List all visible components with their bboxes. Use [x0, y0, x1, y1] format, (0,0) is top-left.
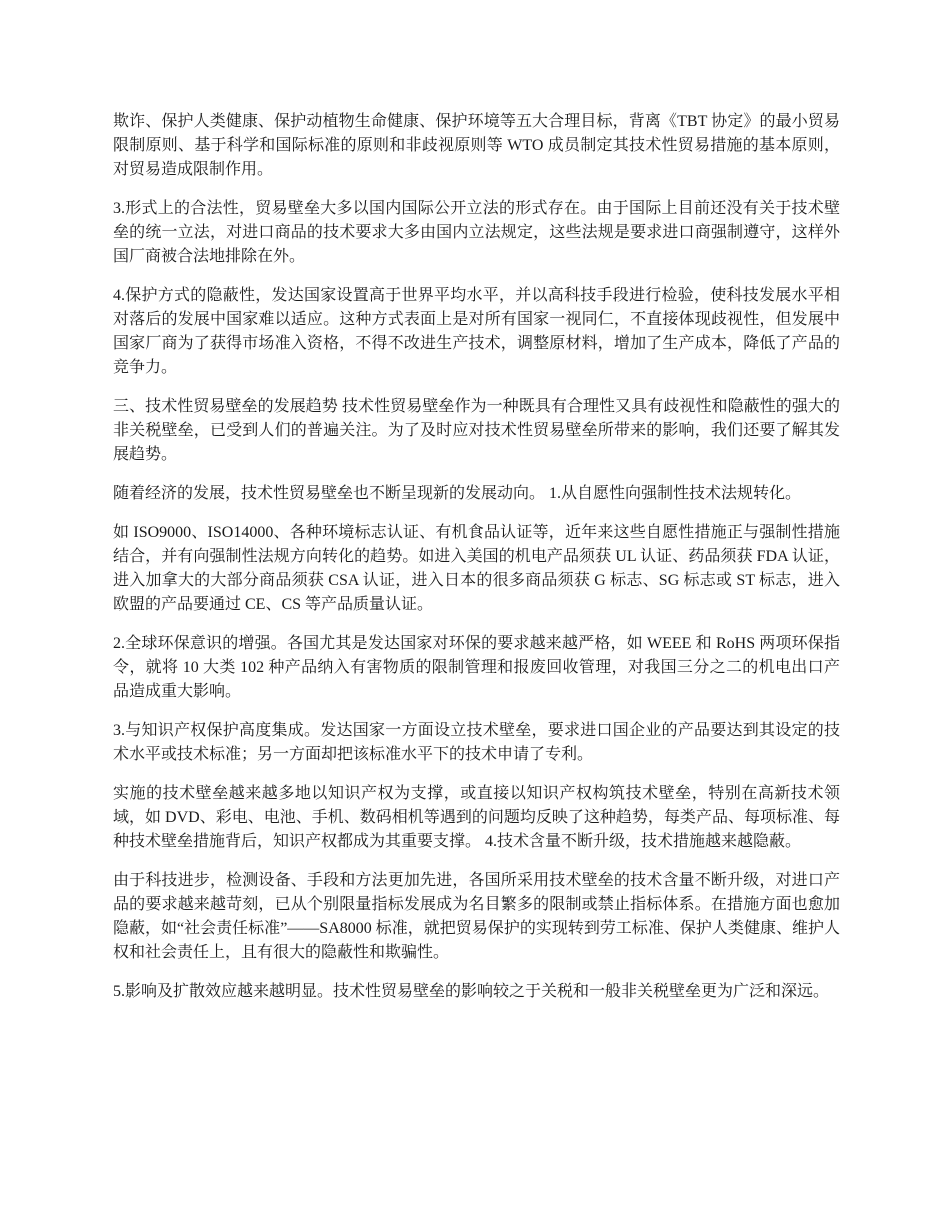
paragraph-11: 5.影响及扩散效应越来越明显。技术性贸易壁垒的影响较之于关税和一般非关税壁垒更为广泛和深远。 — [113, 983, 830, 1000]
document-body — [113, 110, 840, 1019]
paragraph-3: 4.保护方式的隐蔽性，发达国家设置高于世界平均水平，并以高科技手段进行检验，使科技发展水平相对落后的发展中国家难以适应。这种方式表面上是对所有国家一视同仁，不直接体现歧视性，但发展中国家厂商为了获得市场准入资格，不得不改进生产技术，调整原材料，增加了生产成本，降低了产品的竞争力。 — [113, 287, 840, 376]
paragraph-10: 由于科技进步，检测设备、手段和方法更加先进，各国所采用技术壁垒的技术含量不断升级，对进口产品的要求越来越苛刻，已从个别限量指标发展成为名目繁多的限制或禁止指标体系。在措施方面也愈加隐蔽，如“社会责任标准”——SA8000 标准，就把贸易保护的实现转到劳工标准、保护人类健康、维护人权和社会责任上，且有很大的隐蔽性和欺骗性。 — [113, 872, 840, 961]
paragraph-5: 随着经济的发展，技术性贸易壁垒也不断呈现新的发展动向。 1.从自愿性向强制性技术法规转化。 — [113, 485, 802, 502]
paragraph-8: 3.与知识产权保护高度集成。发达国家一方面设立技术壁垒，要求进口国企业的产品要达到其设定的技术水平或技术标准；另一方面却把该标准水平下的技术申请了专利。 — [113, 722, 840, 763]
paragraph-9: 实施的技术壁垒越来越多地以知识产权为支撑，或直接以知识产权构筑技术壁垒，特别在高新技术领域，如 DVD、彩电、电池、手机、数码相机等遇到的问题均反映了这种趋势，每类产品、每项标准、每种技术壁垒措施背后，知识产权都成为其重要支撑。 4.技术含量不断升级，技术措施越来越隐蔽。 — [113, 785, 840, 850]
paragraph-1: 欺诈、保护人类健康、保护动植物生命健康、保护环境等五大合理目标，背离《TBT 协定》的最小贸易限制原则、基于科学和国际标准的原则和非歧视原则等 WTO 成员制定其技术性贸易措施的基本原则，对贸易造成限制作用。 — [113, 113, 840, 178]
paragraph-2: 3.形式上的合法性，贸易壁垒大多以国内国际公开立法的形式存在。由于国际上目前还没有关于技术壁垒的统一立法，对进口商品的技术要求大多由国内立法规定，这些法规是要求进口商强制遵守，这样外国厂商被合法地排除在外。 — [113, 200, 840, 265]
paragraph-7: 2.全球环保意识的增强。各国尤其是发达国家对环保的要求越来越严格，如 WEEE 和 RoHS 两项环保指令，就将 10 大类 102 种产品纳入有害物质的限制管理和报废回收管理，对我国三分之二的机电出口产品造成重大影响。 — [113, 635, 840, 700]
paragraph-6: 如 ISO9000、ISO14000、各种环境标志认证、有机食品认证等，近年来这些自愿性措施正与强制性措施结合，并有向强制性法规方向转化的趋势。如进入美国的机电产品须获 UL 认证、药品须获 FDA 认证，进入加拿大的大部分商品须获 CSA 认证，进入日本的很多商品须获 G 标志、SG 标志或 ST 标志，进入欧盟的产品要通过 CE、CS 等产品质量认证。 — [113, 524, 840, 613]
paragraph-4: 三、技术性贸易壁垒的发展趋势 技术性贸易壁垒作为一种既具有合理性又具有歧视性和隐蔽性的强大的非关税壁垒，已受到人们的普遍关注。为了及时应对技术性贸易壁垒所带来的影响，我们还要了解其发展趋势。 — [113, 398, 840, 463]
